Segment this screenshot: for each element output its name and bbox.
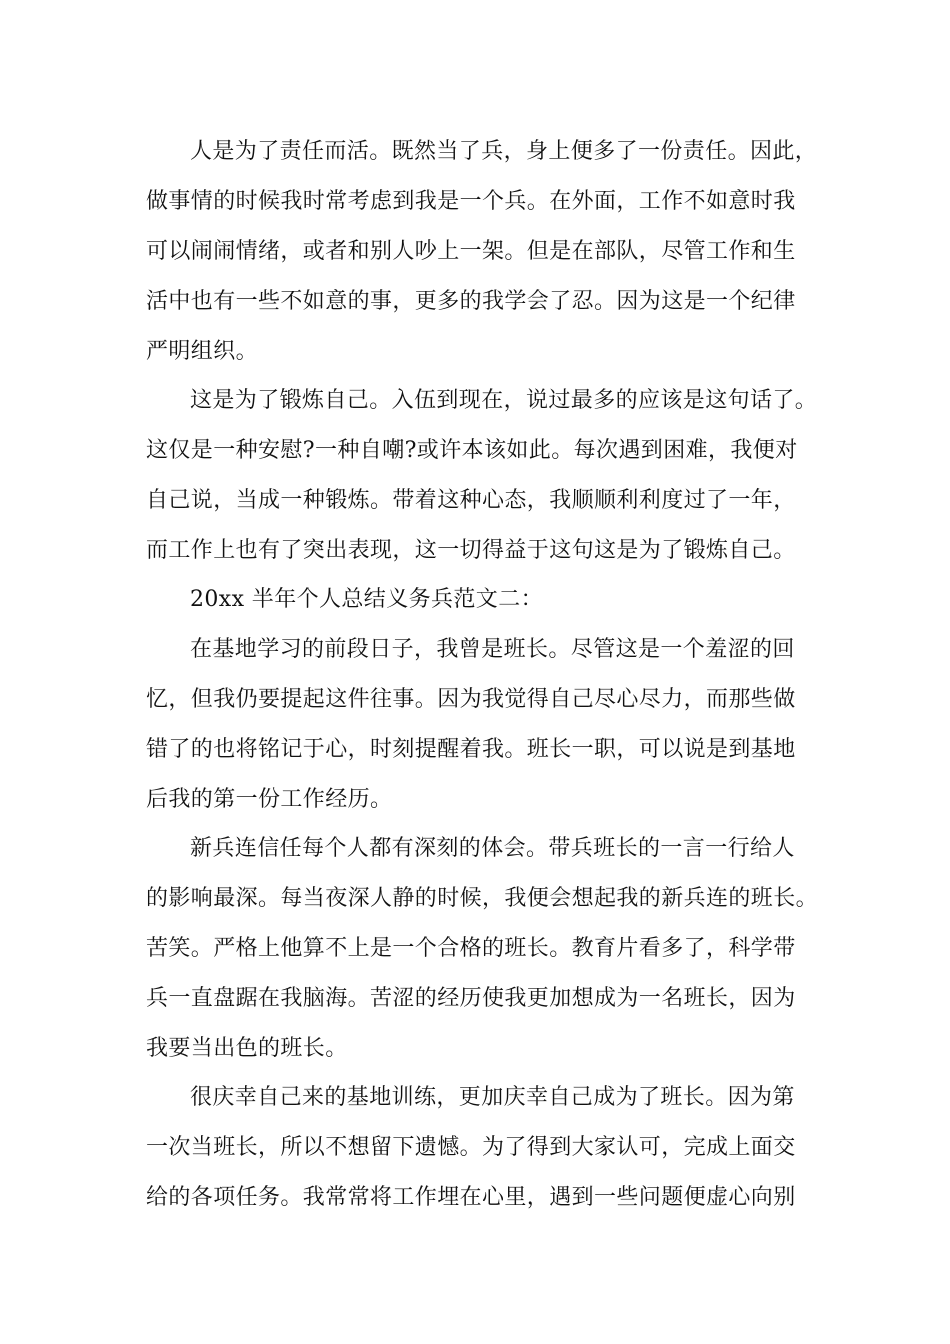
- paragraph-line: 而工作上也有了突出表现，这一切得益于这句这是为了锻炼自己。: [146, 538, 796, 563]
- paragraph-line: 新兵连信任每个人都有深刻的体会。带兵班长的一言一行给人: [190, 836, 795, 861]
- paragraph-line: 在基地学习的前段日子，我曾是班长。尽管这是一个羞涩的回: [190, 637, 795, 662]
- paragraph-line: 我要当出色的班长。: [146, 1036, 348, 1061]
- paragraph-line: 后我的第一份工作经历。: [146, 787, 393, 812]
- paragraph-line: 忆，但我仍要提起这件往事。因为我觉得自己尽心尽力，而那些做: [146, 687, 796, 712]
- paragraph-line: 苦笑。严格上他算不上是一个合格的班长。教育片看多了，科学带: [146, 936, 796, 961]
- section-heading: 20xx 半年个人总结义务兵范文二：: [190, 587, 544, 612]
- paragraph-line: 可以闹闹情绪，或者和别人吵上一架。但是在部队，尽管工作和生: [146, 239, 796, 264]
- paragraph-line: 活中也有一些不如意的事，更多的我学会了忍。因为这是一个纪律: [146, 289, 796, 314]
- paragraph-line: 的影响最深。每当夜深人静的时候，我便会想起我的新兵连的班长。: [146, 886, 819, 911]
- paragraph-line: 错了的也将铭记于心，时刻提醒着我。班长一职，可以说是到基地: [146, 737, 796, 762]
- paragraph-line: 很庆幸自己来的基地训练，更加庆幸自己成为了班长。因为第: [190, 1085, 795, 1110]
- paragraph-line: 做事情的时候我时常考虑到我是一个兵。在外面，工作不如意时我: [146, 189, 796, 214]
- paragraph-line: 这仅是一种安慰?一种自嘲?或许本该如此。每次遇到困难，我便对: [146, 438, 798, 463]
- paragraph-line: 兵一直盘踞在我脑海。苦涩的经历使我更加想成为一名班长，因为: [146, 986, 796, 1011]
- paragraph-line: 人是为了责任而活。既然当了兵，身上便多了一份责任。因此，: [190, 139, 818, 164]
- paragraph-line: 一次当班长，所以不想留下遗憾。为了得到大家认可，完成上面交: [146, 1135, 796, 1160]
- paragraph-line: 给的各项任务。我常常将工作埋在心里，遇到一些问题便虚心向别: [146, 1185, 796, 1210]
- paragraph-line: 这是为了锻炼自己。入伍到现在，说过最多的应该是这句话了。: [190, 388, 818, 413]
- paragraph-line: 自己说，当成一种锻炼。带着这种心态，我顺顺利利度过了一年，: [146, 488, 796, 513]
- paragraph-line: 严明组织。: [146, 339, 259, 364]
